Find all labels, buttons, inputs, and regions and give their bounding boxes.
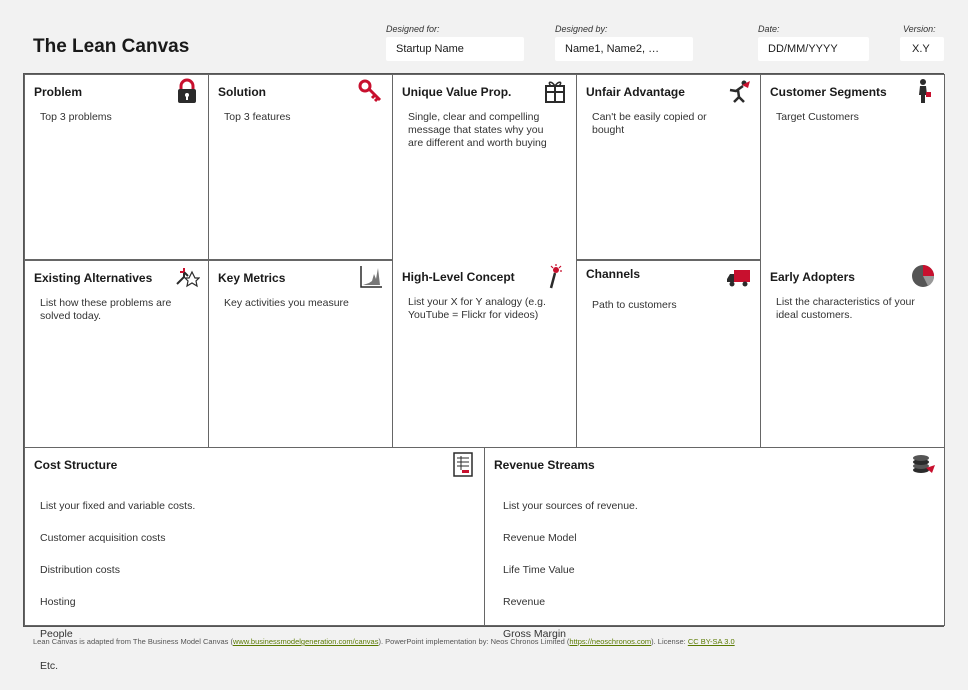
list-item: Hosting [40,596,76,608]
cell-problem[interactable] [24,74,209,260]
problem-title: Problem [34,85,83,99]
high-level-concept-title: High-Level Concept [402,270,515,284]
key-metrics-title: Key Metrics [218,271,286,285]
person-icon [910,78,936,104]
cell-high-level-concept[interactable] [392,260,577,448]
revenue-streams-title: Revenue Streams [494,458,595,472]
chart-icon [358,264,384,290]
uvp-title: Unique Value Prop. [402,85,512,99]
designed-for-label: Designed for: [386,24,440,34]
cell-channels[interactable] [576,260,761,448]
revenue-streams-list [503,482,638,658]
channels-title: Channels [586,267,641,281]
key-icon [358,78,384,104]
list-item: Life Time Value [503,564,575,576]
coins-icon [910,451,936,477]
magic-wand-icon [542,263,568,289]
designed-by-label: Designed by: [555,24,608,34]
solution-title: Solution [218,85,266,99]
license-link[interactable]: CC BY-SA 3.0 [687,637,735,646]
cell-early-adopters[interactable] [760,260,945,448]
list-item: List your fixed and variable costs. [40,500,196,512]
superhero-icon [726,78,752,104]
list-item: Etc. [40,660,59,672]
cell-revenue-streams[interactable] [484,447,945,640]
solution-body: Top 3 features [224,111,291,123]
cost-structure-list [40,482,195,690]
unfair-advantage-title: Unfair Advantage [586,85,685,99]
list-item: Distribution costs [40,564,120,576]
pie-icon [910,263,936,289]
business-model-canvas-link[interactable]: www.businessmodelgeneration.com/canvas [232,637,379,646]
cell-key-metrics[interactable] [208,260,393,448]
arrows-icon [174,264,200,290]
early-adopters-body: List the characteristics of your ideal customers. [776,296,915,321]
customer-segments-body: Target Customers [776,111,859,123]
existing-alternatives-body: List how these problems are solved today. [40,297,172,322]
cell-unfair-advantage[interactable] [576,74,761,260]
cost-structure-title: Cost Structure [34,458,118,472]
footer-attribution: Lean Canvas is adapted from The Business Model Canvas (www.businessmodelgeneration.com/canvas). PowerPoint implementation by: Neos Chronos Limited (https://neoschronos.com). License: CC BY-SA 3.0 [33,637,735,646]
neoschronos-link[interactable]: https://neoschronos.com [569,637,652,646]
lock-icon [174,78,200,104]
early-adopters-title: Early Adopters [770,270,855,284]
uvp-body: Single, clear and compelling message that states why you are different and worth buying [408,111,547,149]
unfair-advantage-body: Can't be easily copied or bought [592,111,707,136]
cell-solution[interactable] [208,74,393,260]
problem-body: Top 3 problems [40,111,112,123]
key-metrics-body: Key activities you measure [224,297,349,309]
list-item: Revenue [503,596,546,608]
list-item: Gross Margin [503,628,567,640]
list-item: List your sources of revenue. [503,500,638,512]
designed-for-field[interactable]: Startup Name [386,37,524,61]
customer-segments-title: Customer Segments [770,85,887,99]
channels-body: Path to customers [592,299,677,311]
canvas-title: The Lean Canvas [33,36,190,57]
list-item: Customer acquisition costs [40,532,166,544]
version-label: Version: [903,24,936,34]
high-level-concept-body: List your X for Y analogy (e.g. YouTube = Flickr for videos) [408,296,546,321]
existing-alternatives-title: Existing Alternatives [34,271,153,285]
list-item: Revenue Model [503,532,577,544]
gift-icon [542,78,568,104]
date-label: Date: [758,24,780,34]
invoice-icon [450,451,476,477]
list-item: People [40,628,73,640]
designed-by-field[interactable]: Name1, Name2, … [555,37,693,61]
date-field[interactable]: DD/MM/YYYY [758,37,869,61]
truck-icon [726,264,752,290]
cell-existing-alternatives[interactable] [24,260,209,448]
version-field[interactable]: X.Y [900,37,944,61]
